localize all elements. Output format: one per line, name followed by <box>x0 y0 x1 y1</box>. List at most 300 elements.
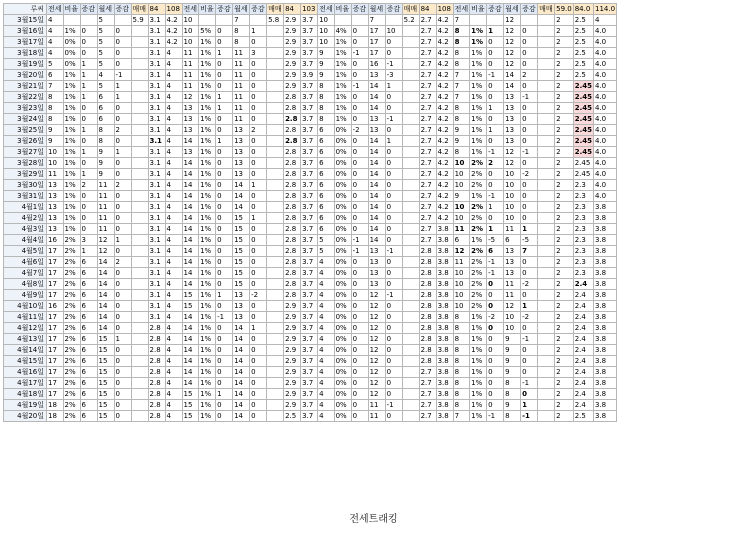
data-cell: 14 <box>368 235 385 246</box>
data-cell: 2 <box>555 158 574 169</box>
data-cell: 1 <box>487 125 504 136</box>
data-cell: 4 <box>318 301 335 312</box>
data-cell: 2 <box>555 345 574 356</box>
data-cell: 0 <box>385 147 402 158</box>
data-cell: 11 <box>504 290 521 301</box>
data-cell: 14 <box>97 268 114 279</box>
data-cell <box>538 400 555 411</box>
data-cell: 15 <box>97 378 114 389</box>
data-cell: 4.2 <box>436 191 453 202</box>
table-row <box>4 389 617 400</box>
data-cell: 5 <box>97 81 114 92</box>
data-cell <box>267 345 284 356</box>
data-cell: 2% <box>63 367 80 378</box>
data-cell: 1% <box>470 125 487 136</box>
data-cell: 6 <box>97 114 114 125</box>
data-cell: 0 <box>216 279 233 290</box>
data-cell: 4 <box>165 356 182 367</box>
data-cell: 2% <box>63 345 80 356</box>
data-cell: 2.7 <box>419 125 436 136</box>
data-cell: 17 <box>47 268 64 279</box>
data-cell <box>538 59 555 70</box>
data-cell: 4.2 <box>436 202 453 213</box>
data-cell: -2 <box>487 312 504 323</box>
data-cell: 0% <box>334 389 351 400</box>
data-cell <box>538 114 555 125</box>
data-cell <box>63 15 80 26</box>
data-cell: 11 <box>47 169 64 180</box>
data-cell: 0 <box>385 367 402 378</box>
data-cell: 1 <box>80 92 97 103</box>
data-cell: 3.1 <box>148 180 165 191</box>
data-cell: 17 <box>47 257 64 268</box>
data-cell: 4 <box>165 136 182 147</box>
data-cell: 0 <box>521 367 538 378</box>
data-cell: 3.8 <box>594 345 617 356</box>
data-cell: 0 <box>114 136 131 147</box>
data-cell: 0 <box>250 378 267 389</box>
data-cell <box>267 169 284 180</box>
data-cell: 3.7 <box>301 136 318 147</box>
data-cell: 16 <box>47 235 64 246</box>
data-cell: 4.0 <box>594 92 617 103</box>
data-cell: 1% <box>334 92 351 103</box>
data-cell: 0 <box>521 345 538 356</box>
data-cell: 4.2 <box>436 147 453 158</box>
data-cell: 14 <box>182 224 199 235</box>
data-cell: 0 <box>250 312 267 323</box>
data-cell: 3.1 <box>148 70 165 81</box>
data-cell: 1% <box>470 334 487 345</box>
data-cell: 1 <box>114 92 131 103</box>
data-cell: 0 <box>250 400 267 411</box>
data-cell <box>267 246 284 257</box>
data-cell <box>199 15 216 26</box>
data-cell: 0% <box>334 312 351 323</box>
data-cell: 0 <box>114 48 131 59</box>
data-cell: 2% <box>63 290 80 301</box>
data-cell: 5 <box>97 15 114 26</box>
data-cell: 0% <box>334 169 351 180</box>
data-cell <box>538 345 555 356</box>
data-cell: 0% <box>63 59 80 70</box>
data-cell: 2 <box>555 147 574 158</box>
data-cell: 6 <box>487 246 504 257</box>
data-cell: 2.8 <box>284 224 301 235</box>
data-cell <box>538 356 555 367</box>
date-cell: 4월13일 <box>4 334 47 345</box>
data-cell: 1% <box>334 37 351 48</box>
table-row <box>4 224 617 235</box>
data-cell: 2.8 <box>148 345 165 356</box>
data-cell: 6 <box>80 279 97 290</box>
data-cell: -1 <box>487 268 504 279</box>
data-cell: 4 <box>318 312 335 323</box>
data-cell: 15 <box>233 257 250 268</box>
data-cell: 13 <box>182 114 199 125</box>
data-cell: 1% <box>199 290 216 301</box>
data-cell: 3.1 <box>148 224 165 235</box>
data-cell <box>538 312 555 323</box>
data-cell: 2.45 <box>574 103 592 112</box>
table-row <box>4 103 617 114</box>
data-cell <box>267 356 284 367</box>
data-cell: 0 <box>250 114 267 125</box>
data-cell: 4 <box>165 290 182 301</box>
data-cell: 4.2 <box>436 136 453 147</box>
data-cell: 0% <box>334 213 351 224</box>
data-cell: 0% <box>334 279 351 290</box>
data-cell: 4.2 <box>436 125 453 136</box>
data-cell: -1 <box>521 147 538 158</box>
data-cell: 3.7 <box>301 268 318 279</box>
data-cell: 2.8 <box>284 191 301 202</box>
data-cell: 13 <box>233 312 250 323</box>
data-cell: 0 <box>250 345 267 356</box>
data-cell: 1 <box>250 323 267 334</box>
data-cell: 1% <box>63 147 80 158</box>
data-cell: 4 <box>165 400 182 411</box>
data-cell: 14 <box>233 356 250 367</box>
data-cell: 0 <box>487 59 504 70</box>
data-cell <box>538 268 555 279</box>
data-cell: 0 <box>351 158 368 169</box>
data-cell: 2.8 <box>148 400 165 411</box>
data-cell: 0 <box>114 224 131 235</box>
data-cell: 1% <box>470 103 487 114</box>
data-cell: 3.8 <box>594 367 617 378</box>
data-cell: 2% <box>470 290 487 301</box>
data-cell <box>131 323 148 334</box>
data-cell: 3.7 <box>301 213 318 224</box>
data-cell: 0 <box>351 268 368 279</box>
data-cell: 6 <box>80 345 97 356</box>
table-row <box>4 202 617 213</box>
data-cell: 0 <box>216 37 233 48</box>
data-cell: 9 <box>453 136 470 147</box>
data-cell: 14 <box>182 257 199 268</box>
data-cell: 17 <box>47 290 64 301</box>
data-cell: 0 <box>385 334 402 345</box>
data-cell: 1% <box>199 345 216 356</box>
data-cell: 14 <box>368 224 385 235</box>
data-cell: 0% <box>334 235 351 246</box>
data-cell <box>402 290 419 301</box>
data-cell: 0 <box>351 257 368 268</box>
data-cell: 2.5 <box>284 411 301 422</box>
data-cell: 1 <box>80 125 97 136</box>
data-cell <box>538 15 555 26</box>
data-cell <box>402 389 419 400</box>
data-cell: 10 <box>453 290 470 301</box>
data-cell <box>131 367 148 378</box>
data-cell: 1% <box>199 136 216 147</box>
data-cell: 4 <box>165 411 182 422</box>
date-cell: 4월7일 <box>4 268 47 279</box>
data-cell: 2.7 <box>419 191 436 202</box>
date-cell: 4월11일 <box>4 312 47 323</box>
data-cell: 2 <box>555 389 574 400</box>
data-cell: 12 <box>368 356 385 367</box>
data-cell: 6 <box>80 290 97 301</box>
data-cell: 0 <box>250 257 267 268</box>
data-cell: -1 <box>487 70 504 81</box>
data-cell: 13 <box>368 246 385 257</box>
data-cell: 4.2 <box>165 26 182 37</box>
data-cell: 2 <box>555 15 574 26</box>
data-cell <box>131 235 148 246</box>
data-cell: 2 <box>555 378 574 389</box>
data-cell: 1 <box>114 334 131 345</box>
data-cell <box>538 26 555 37</box>
data-cell: 1 <box>80 70 97 81</box>
data-cell: 1% <box>470 147 487 158</box>
data-cell: 0 <box>521 125 538 136</box>
data-cell: 4 <box>47 26 64 37</box>
data-cell: 1% <box>63 224 80 235</box>
data-cell: 6 <box>80 400 97 411</box>
data-cell: 15 <box>97 356 114 367</box>
data-cell: 5 <box>97 26 114 37</box>
data-cell: -1 <box>385 246 402 257</box>
data-cell: 15 <box>182 290 199 301</box>
data-cell: 0% <box>334 323 351 334</box>
data-cell: 3.8 <box>436 268 453 279</box>
data-cell: 14 <box>233 323 250 334</box>
data-cell: 17 <box>47 367 64 378</box>
data-cell: 14 <box>97 312 114 323</box>
data-cell: 12 <box>504 147 521 158</box>
data-cell: 3.8 <box>436 356 453 367</box>
data-cell <box>267 125 284 136</box>
data-cell: 2.45 <box>574 136 592 145</box>
data-cell: 2.4 <box>573 345 593 356</box>
data-cell: 2.8 <box>419 279 436 290</box>
data-cell: 2.8 <box>284 180 301 191</box>
data-cell <box>538 158 555 169</box>
data-cell: 0 <box>114 290 131 301</box>
data-cell: 0 <box>351 323 368 334</box>
data-cell: 11 <box>504 224 521 235</box>
column-header: 비율 <box>471 4 485 13</box>
data-cell: 2.3 <box>573 202 593 213</box>
date-cell: 3월26일 <box>4 136 47 147</box>
data-cell: 4 <box>165 48 182 59</box>
data-cell: 3.8 <box>436 290 453 301</box>
data-cell: 4 <box>165 103 182 114</box>
data-cell: 0 <box>216 246 233 257</box>
data-cell: 2.4 <box>573 279 593 290</box>
data-cell: 3.1 <box>148 37 165 48</box>
data-cell <box>267 37 284 48</box>
data-cell <box>267 290 284 301</box>
data-cell: 4.2 <box>436 180 453 191</box>
data-cell: 17 <box>47 312 64 323</box>
data-cell <box>131 37 148 48</box>
data-cell: 3.8 <box>436 279 453 290</box>
data-cell: 2.9 <box>284 400 301 411</box>
data-cell: 2% <box>470 301 487 312</box>
data-cell: 10 <box>504 169 521 180</box>
data-cell: 12 <box>368 334 385 345</box>
data-cell: 4 <box>165 81 182 92</box>
data-cell: 2.4 <box>573 334 593 345</box>
data-cell: 4.0 <box>594 48 617 59</box>
data-cell: 1% <box>470 400 487 411</box>
data-cell: 17 <box>47 378 64 389</box>
data-cell: 1 <box>80 59 97 70</box>
data-cell: 4.2 <box>436 59 453 70</box>
data-cell <box>402 202 419 213</box>
table-row <box>4 180 617 191</box>
data-cell: 0 <box>487 301 504 312</box>
data-cell: 2.4 <box>573 367 593 378</box>
data-cell: 4.0 <box>594 114 617 125</box>
data-cell: 2 <box>555 37 574 48</box>
table-row <box>4 235 617 246</box>
data-cell: 14 <box>97 257 114 268</box>
data-cell: 2.8 <box>284 268 301 279</box>
data-cell: 4 <box>165 378 182 389</box>
data-cell: 3.8 <box>436 378 453 389</box>
data-cell: 4 <box>165 70 182 81</box>
data-cell: 4.0 <box>594 59 617 70</box>
data-cell: 0 <box>385 92 402 103</box>
data-cell: 4 <box>165 345 182 356</box>
data-cell <box>250 15 267 26</box>
data-cell: 2 <box>555 334 574 345</box>
data-cell: 11 <box>233 59 250 70</box>
data-cell: 1% <box>470 367 487 378</box>
data-cell: 4.2 <box>436 48 453 59</box>
data-cell: 17 <box>47 334 64 345</box>
data-cell <box>402 235 419 246</box>
data-cell: 14 <box>182 378 199 389</box>
data-cell <box>267 334 284 345</box>
data-cell: 2.9 <box>284 48 301 59</box>
data-cell: 0 <box>216 356 233 367</box>
table-row <box>4 268 617 279</box>
data-cell: 10 <box>504 323 521 334</box>
data-cell: 1% <box>470 114 487 125</box>
data-cell: 3.8 <box>594 257 617 268</box>
data-cell: 0 <box>385 37 402 48</box>
column-header: 114.0 <box>595 4 616 13</box>
data-cell: 2.4 <box>573 290 593 301</box>
data-cell: 0 <box>487 136 504 147</box>
data-cell: 2.8 <box>419 246 436 257</box>
data-cell: 4.2 <box>165 15 182 26</box>
data-cell: 6 <box>318 202 335 213</box>
data-cell: -1 <box>521 378 538 389</box>
data-cell: 2 <box>555 81 574 92</box>
data-cell: 17 <box>47 345 64 356</box>
data-cell: 4.2 <box>436 37 453 48</box>
data-cell: 2.9 <box>284 15 301 26</box>
data-cell: 11 <box>233 114 250 125</box>
data-cell <box>267 400 284 411</box>
table-row <box>4 26 617 37</box>
data-cell: 2% <box>63 389 80 400</box>
data-cell <box>131 213 148 224</box>
data-cell: 1% <box>470 191 487 202</box>
data-cell: 3.8 <box>594 279 617 290</box>
data-cell: 4 <box>165 323 182 334</box>
data-cell: 10 <box>385 26 402 37</box>
data-cell: 7 <box>233 15 250 26</box>
data-cell: 4 <box>165 213 182 224</box>
data-cell: 0 <box>216 257 233 268</box>
table-row <box>4 367 617 378</box>
data-cell: 10 <box>453 213 470 224</box>
data-cell: 4 <box>318 268 335 279</box>
column-header: 매매 <box>403 4 418 13</box>
data-cell <box>267 367 284 378</box>
data-cell: 14 <box>233 191 250 202</box>
data-cell: 0 <box>250 301 267 312</box>
data-cell: 1% <box>334 114 351 125</box>
data-cell: 10 <box>453 180 470 191</box>
data-cell: 3.7 <box>301 37 318 48</box>
data-cell: 0 <box>385 213 402 224</box>
data-cell: 0% <box>334 345 351 356</box>
data-cell <box>402 169 419 180</box>
data-cell <box>131 356 148 367</box>
column-header: 매매 <box>539 4 553 13</box>
column-header: 108 <box>165 4 182 15</box>
data-cell: 0 <box>250 224 267 235</box>
data-cell: 8 <box>453 400 470 411</box>
data-cell: 12 <box>504 158 521 169</box>
data-cell: 9 <box>504 345 521 356</box>
data-cell: 3.7 <box>301 323 318 334</box>
data-cell: -1 <box>487 191 504 202</box>
data-cell: 3.1 <box>148 257 165 268</box>
data-cell: 2.45 <box>574 125 592 134</box>
data-cell <box>267 191 284 202</box>
data-cell <box>267 103 284 114</box>
data-cell: 2.8 <box>148 367 165 378</box>
data-cell: 2.4 <box>573 312 593 323</box>
data-cell: 3.7 <box>301 301 318 312</box>
data-cell: 1% <box>199 389 216 400</box>
data-cell: 2.7 <box>419 235 436 246</box>
data-cell: 0 <box>114 378 131 389</box>
data-cell: 14 <box>504 81 521 92</box>
data-cell: 12 <box>368 345 385 356</box>
data-cell <box>538 411 555 422</box>
data-cell: 0 <box>351 378 368 389</box>
data-cell <box>538 301 555 312</box>
data-cell: 14 <box>368 147 385 158</box>
data-cell: 3.1 <box>148 81 165 92</box>
data-cell <box>402 92 419 103</box>
data-cell: 0 <box>385 323 402 334</box>
data-cell: 0 <box>351 103 368 114</box>
data-cell: 1% <box>470 378 487 389</box>
data-cell: 17 <box>368 48 385 59</box>
data-cell: 1% <box>199 356 216 367</box>
data-cell: 15 <box>97 334 114 345</box>
data-cell: 11 <box>182 48 199 59</box>
data-cell: 2.8 <box>284 147 301 158</box>
data-cell: 2% <box>63 378 80 389</box>
data-cell: 4 <box>165 169 182 180</box>
data-cell: 2 <box>555 180 574 191</box>
data-cell: 0% <box>334 202 351 213</box>
data-cell: 1% <box>470 37 487 48</box>
data-cell: 0 <box>216 81 233 92</box>
